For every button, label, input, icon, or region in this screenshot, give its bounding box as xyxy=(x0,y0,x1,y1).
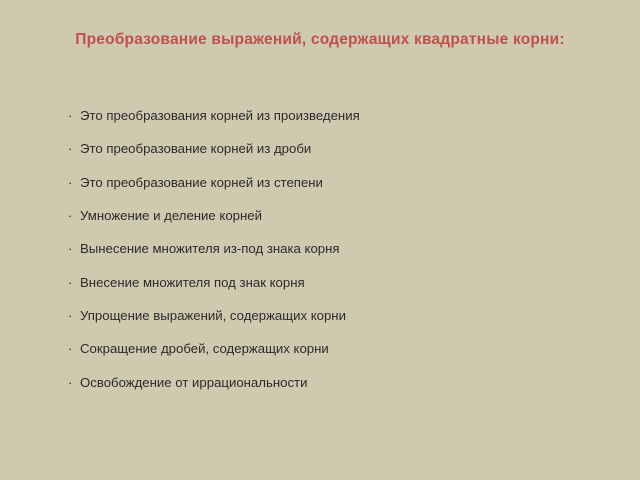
list-item-label: Освобождение от иррациональности xyxy=(80,374,308,390)
page-title: Преобразование выражений, содержащих квадратные корни: xyxy=(75,31,565,48)
bullet-dot-icon: · xyxy=(68,174,73,190)
bullet-dot-icon: · xyxy=(68,108,73,123)
bullet-dot-icon: · xyxy=(68,208,73,224)
list-item xyxy=(68,341,588,357)
list-item xyxy=(68,275,588,291)
bullet-dot-icon: · xyxy=(68,341,73,357)
bullet-dot-icon: · xyxy=(68,141,73,157)
bullet-dot-icon: · xyxy=(68,241,73,257)
list-item-label: Это преобразования корней из произведения xyxy=(80,108,360,123)
list-item-label: Упрощение выражений, содержащих корни xyxy=(80,308,346,324)
list-item-label: Это преобразование корней из дроби xyxy=(80,141,312,157)
list-item xyxy=(68,175,588,191)
list-item-label: Внесение множителя под знак корня xyxy=(80,274,305,290)
list-item-label: Умножение и деление корней xyxy=(80,208,262,224)
list-item-label: Сокращение дробей, содержащих корни xyxy=(80,341,329,357)
bullet-dot-icon: · xyxy=(68,308,73,324)
bullet-dot-icon: · xyxy=(68,374,73,390)
bullet-dot-icon: · xyxy=(68,274,73,290)
list-item-label: Это преобразование корней из степени xyxy=(80,174,323,190)
list-item xyxy=(68,108,588,124)
list-item xyxy=(68,141,588,157)
list-item xyxy=(68,241,588,257)
list-item xyxy=(68,375,588,391)
list-item xyxy=(68,308,588,324)
list-item-label: Вынесение множителя из-под знака корня xyxy=(80,241,340,257)
bullet-list xyxy=(68,108,588,408)
list-item xyxy=(68,208,588,224)
